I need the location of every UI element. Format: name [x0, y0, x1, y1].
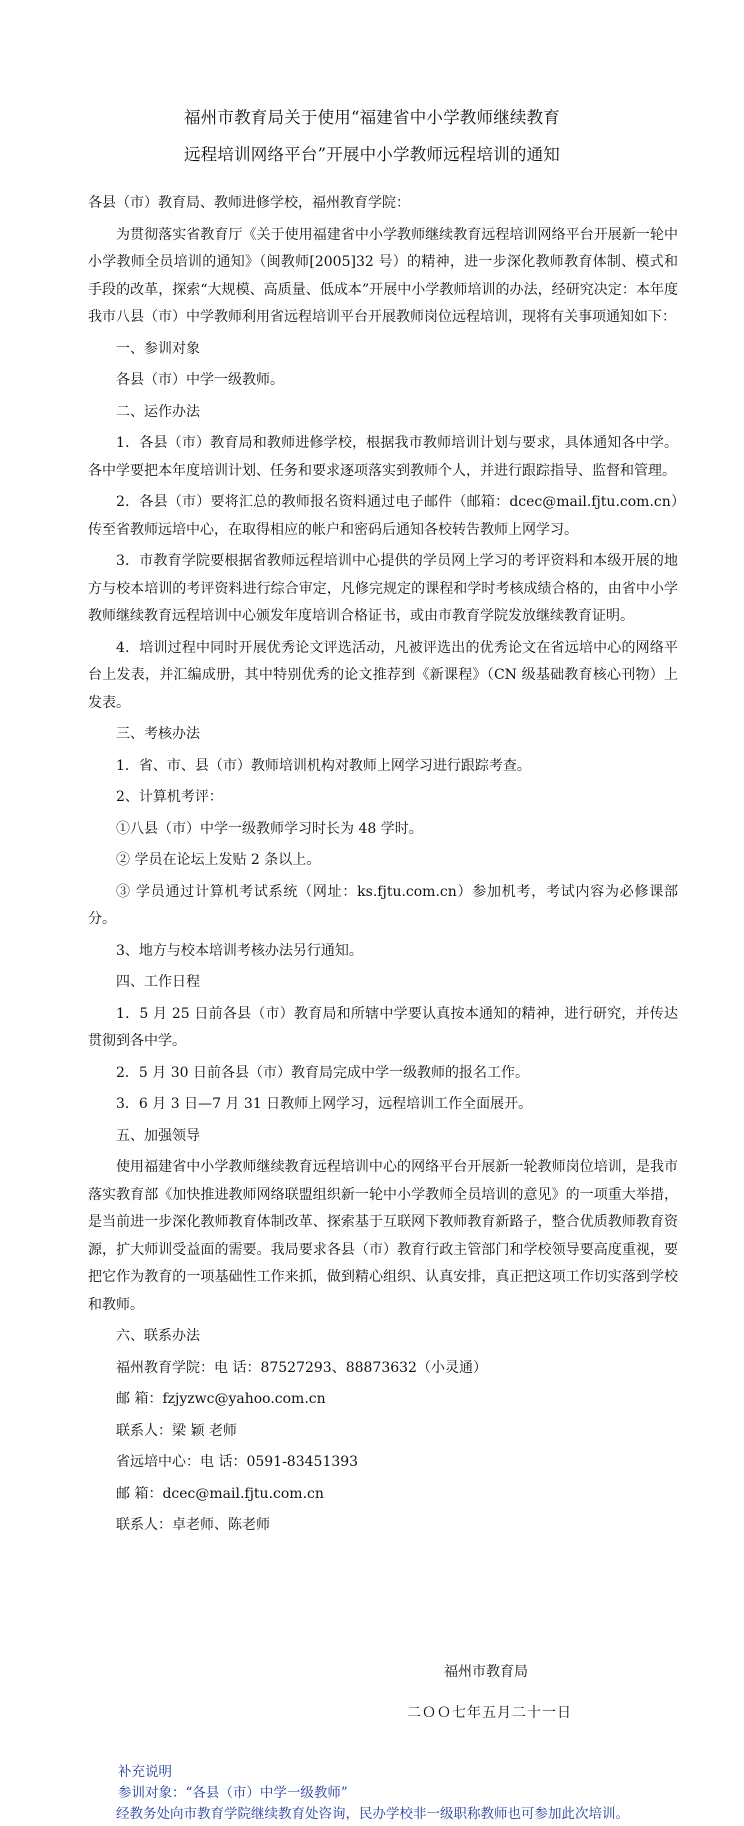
assessment-item-6: 3、地方与校本培训考核办法另行通知。 — [116, 942, 363, 959]
document-title-line-2: 远程培训网络平台”开展中小学教师远程培训的通知 — [183, 145, 561, 164]
section-heading-operation: 二、运作办法 — [116, 403, 200, 420]
section-heading-schedule: 四、工作日程 — [116, 974, 200, 990]
note-title: 补充说明 — [118, 1764, 172, 1780]
assessment-item-2: 2、计算机考评： — [116, 789, 223, 805]
contact-line-2: 邮 箱：fzjyzwc@yahoo.com.cn — [116, 1391, 326, 1407]
contact-line-3: 联系人：梁 颖 老师 — [116, 1422, 237, 1439]
schedule-item-1: 1．5 月 25 日前各县（市）教育局和所辖中学要认真按本通知的精神，进行研究，并传达贯彻到各中学。 — [88, 1005, 678, 1049]
signature-date: 二ＯＯ七年五月二十一日 — [407, 1705, 572, 1721]
assessment-item-4: ② 学员在论坛上发贴 2 条以上。 — [116, 852, 321, 868]
note-line-2: 经教务处向市教育学院继续教育处咨询，民办学校非一级职称教师也可参加此次培训。 — [116, 1806, 629, 1822]
operation-item-1: 1．各县（市）教育局和教师进修学校，根据我市教师培训计划与要求，具体通知各中学。各中学要把本年度培训计划、任务和要求逐项落实到教师个人，并进行跟踪指导、监督和管理。 — [88, 435, 678, 479]
contact-line-5: 邮 箱：dcec@mail.fjtu.com.cn — [116, 1485, 324, 1502]
assessment-item-1: 1．省、市、县（市）教师培训机构对教师上网学习进行跟踪考查。 — [116, 757, 531, 774]
intro-paragraph: 为贯彻落实省教育厅《关于使用福建省中小学教师继续教育远程培训网络平台开展新一轮中小学教师全员培训的通知》（闽教师[2005]32 号）的精神，进一步深化教师教育体制、模式和手段的改革，探索“大规模、高质量、低成本”开展中小学教师培训的办法，经研究决定：本年度我市八县（市）中学教师利用省远程培训平台开展教师岗位远程培训，现将有关事项通知如下： — [88, 226, 678, 325]
contact-line-6: 联系人：卓老师、陈老师 — [116, 1517, 270, 1533]
leadership-text: 使用福建省中小学教师继续教育远程培训中心的网络平台开展新一轮教师岗位培训，是我市落实教育部《加快推进教师网络联盟组织新一轮中小学教师全员培训的意见》的一项重大举措，是当前进一步深化教师教育体制改革、探索基于互联网下教师教育新路子，整合优质教师教育资源，扩大师训受益面的需要。我局要求各县（市）教育行政主管部门和学校领导要高度重视，要把它作为教育的一项基础性工作来抓，做到精心组织、认真安排，真正把这项工作切实落到学校和教师。 — [88, 1159, 678, 1313]
participants-text: 各县（市）中学一级教师。 — [116, 372, 284, 388]
document-body — [88, 190, 678, 1544]
schedule-item-3: 3．6 月 3 日—7 月 31 日教师上网学习，远程培训工作全面展开。 — [116, 1096, 533, 1112]
section-heading-participants: 一、参训对象 — [116, 340, 200, 357]
operation-item-2: 2．各县（市）要将汇总的教师报名资料通过电子邮件（邮箱：dcec@mail.fjtu.com.cn）传至省教师远培中心，在取得相应的帐户和密码后通知各校转告教师上网学习。 — [88, 494, 678, 538]
schedule-item-2: 2．5 月 30 日前各县（市）教育局完成中学一级教师的报名工作。 — [116, 1064, 529, 1081]
note-line-1: 参训对象：“各县（市）中学一级教师” — [118, 1785, 348, 1801]
contact-line-4: 省远培中心：电 话：0591-83451393 — [116, 1454, 359, 1470]
document-title-line-1: 福州市教育局关于使用“福建省中小学教师继续教育 — [183, 108, 561, 127]
operation-item-3: 3．市教育学院要根据省教师远程培训中心提供的学员网上学习的考评资料和本级开展的地方与校本培训的考评资料进行综合审定，凡修完规定的课程和学时考核成绩合格的，由省中小学教师继续教育远程培训中心颁发年度培训合格证书，或由市教育学院发放继续教育证明。 — [88, 553, 678, 624]
section-heading-contact: 六、联系办法 — [116, 1328, 200, 1344]
section-heading-leadership: 五、加强领导 — [116, 1127, 200, 1144]
signature-organization: 福州市教育局 — [444, 1664, 528, 1680]
contact-line-1: 福州教育学院：电 话：87527293、88873632（小灵通） — [116, 1359, 487, 1376]
assessment-item-5: ③ 学员通过计算机考试系统（网址：ks.fjtu.com.cn）参加机考，考试内容为必修课部分。 — [88, 883, 678, 927]
addressee: 各县（市）教育局、教师进修学校，福州教育学院： — [88, 195, 410, 211]
operation-item-4: 4．培训过程中同时开展优秀论文评选活动，凡被评选出的优秀论文在省远培中心的网络平台上发表，并汇编成册，其中特别优秀的论文推荐到《新课程》（CN 级基础教育核心刊物）上发表。 — [88, 639, 678, 711]
supplementary-note — [118, 1762, 718, 1825]
section-heading-assessment: 三、考核办法 — [116, 726, 200, 742]
assessment-item-3: ①八县（市）中学一级教师学习时长为 48 学时。 — [116, 820, 423, 837]
